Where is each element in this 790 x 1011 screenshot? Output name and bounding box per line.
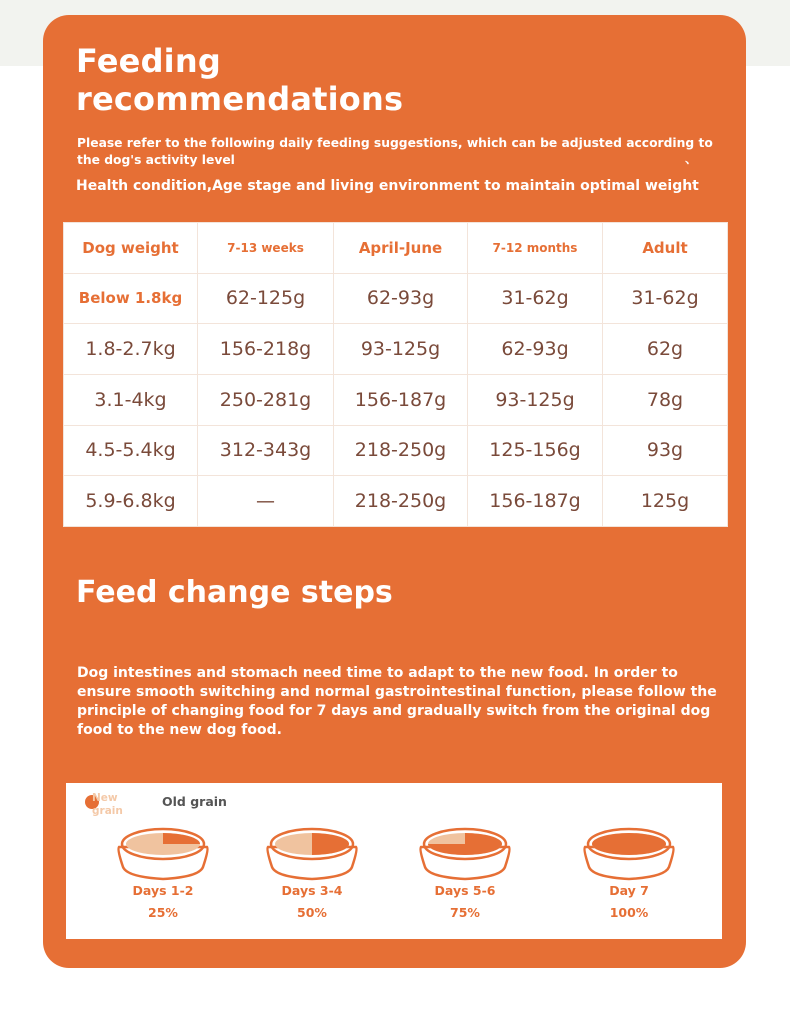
- bowl-step-label: Day 7: [609, 883, 649, 898]
- bowl-step-label: Days 1-2: [132, 883, 194, 898]
- table-row: [64, 476, 728, 527]
- table-header-cell: Dog weight: [64, 223, 198, 274]
- table-cell: 78g: [603, 374, 728, 425]
- table-cell: 250-281g: [198, 374, 334, 425]
- table-header-cell: 7-12 months: [468, 223, 603, 274]
- table-header-cell: 7-13 weeks: [198, 223, 334, 274]
- table-row: [64, 425, 728, 476]
- feed-change-panel: [66, 783, 722, 939]
- table-cell: 62g: [603, 324, 728, 375]
- table-cell: 31-62g: [468, 273, 603, 324]
- table-cell: 156-218g: [198, 324, 334, 375]
- new-grain-legend-label: New grain: [92, 792, 123, 817]
- bowl-step-percent: 100%: [609, 905, 649, 920]
- table-header-cell: Adult: [603, 223, 728, 274]
- table-cell: 62-125g: [198, 273, 334, 324]
- table-cell: 156-187g: [334, 374, 468, 425]
- old-grain-legend-label: Old grain: [162, 794, 227, 809]
- title-line-2: recommendations: [76, 80, 404, 118]
- feed-change-title: Feed change steps: [76, 575, 393, 610]
- health-text: Health condition,Age stage and living environment to maintain optimal weight: [76, 178, 699, 194]
- table-cell: 156-187g: [468, 476, 603, 527]
- page-title: [76, 42, 403, 118]
- bowl-icon: [115, 827, 211, 883]
- table-cell: 5.9-6.8kg: [64, 476, 198, 527]
- bowl-icon: [581, 827, 677, 883]
- table-cell: 93-125g: [468, 374, 603, 425]
- table-cell: Below 1.8kg: [64, 273, 198, 324]
- table-cell: 4.5-5.4kg: [64, 425, 198, 476]
- bowl-step-label: Days 3-4: [281, 883, 343, 898]
- table-cell: 93g: [603, 425, 728, 476]
- table-row: [64, 273, 728, 324]
- table-cell: 3.1-4kg: [64, 374, 198, 425]
- table-cell: 218-250g: [334, 425, 468, 476]
- bowl-icon: [417, 827, 513, 883]
- table-cell: 312-343g: [198, 425, 334, 476]
- table-row: [64, 324, 728, 375]
- table-header-row: [64, 223, 728, 274]
- table-cell: 125g: [603, 476, 728, 527]
- table-cell: 62-93g: [468, 324, 603, 375]
- new-grain-fill: [592, 833, 666, 855]
- table-cell: 93-125g: [334, 324, 468, 375]
- feed-change-description: Dog intestines and stomach need time to adapt to the new food. In order to ensure smooth switching and normal gastrointestinal function, please follow the principle of changing food for 7 days and gradually switch from the original dog food to the new dog food.: [77, 665, 717, 738]
- table-cell: 31-62g: [603, 273, 728, 324]
- table-header-cell: April-June: [334, 223, 468, 274]
- bowl-step-label: Days 5-6: [434, 883, 496, 898]
- table-cell: 62-93g: [334, 273, 468, 324]
- bowl-step-percent: 25%: [148, 905, 178, 920]
- bowl-icon: [264, 827, 360, 883]
- table-cell: 1.8-2.7kg: [64, 324, 198, 375]
- bowl-step-percent: 50%: [297, 905, 327, 920]
- table-cell: 218-250g: [334, 476, 468, 527]
- table-row: [64, 374, 728, 425]
- bowl-step-percent: 75%: [450, 905, 480, 920]
- intro-text: Please refer to the following daily feeding suggestions, which can be adjusted according to the dog's activity level: [77, 136, 713, 167]
- table-cell: 125-156g: [468, 425, 603, 476]
- feeding-table: [63, 222, 727, 527]
- stray-mark: 、: [685, 152, 698, 166]
- table-cell: —: [198, 476, 334, 527]
- title-line-1: Feeding: [76, 42, 221, 80]
